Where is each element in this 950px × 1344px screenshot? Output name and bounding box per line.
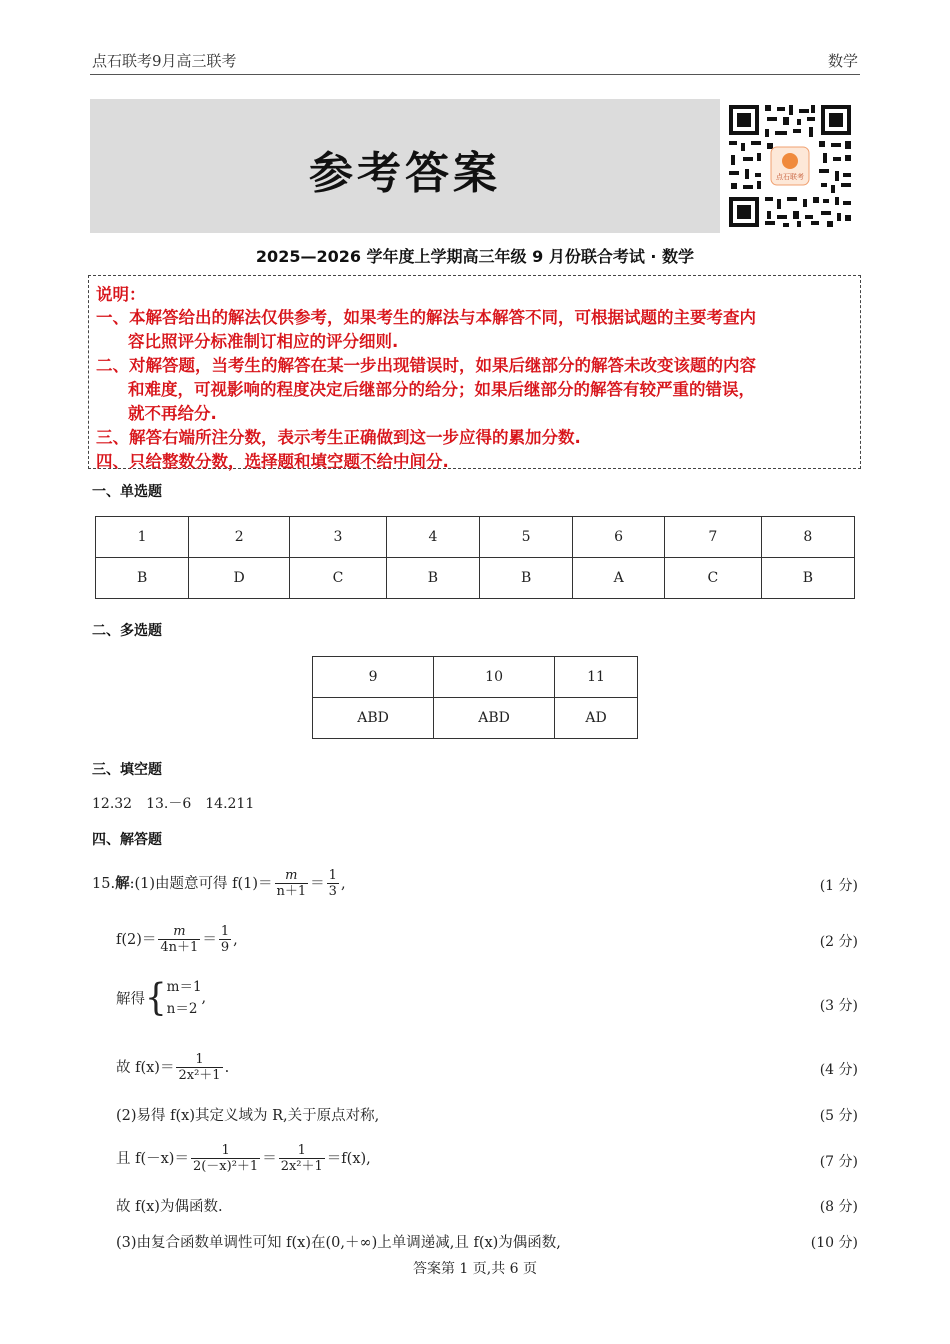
table-cell: AD	[555, 698, 638, 739]
fraction: $\frac{1}{3}$	[328, 868, 337, 899]
text-span: .	[224, 1060, 230, 1076]
text-span: ＝	[262, 1151, 277, 1167]
score-8: (10 分)	[810, 1235, 858, 1251]
table-cell: B	[96, 558, 189, 599]
table-cell: 7	[665, 517, 762, 558]
note-line-2: 二、对解答题，当考生的解答在某一步出现错误时，如果后继部分的解答未改变该题的内容	[96, 356, 756, 375]
table-cell: C	[665, 558, 762, 599]
table-cell: ABD	[434, 698, 555, 739]
section-single-choice: 一、单选题	[92, 484, 162, 500]
solution-line-4	[116, 1052, 229, 1084]
table-cell: 2	[189, 517, 290, 558]
note-line-3: 三、解答右端所注分数，表示考生正确做到这一步应得的累加分数.	[96, 428, 581, 447]
single-choice-table	[95, 516, 855, 599]
solution-line-1	[92, 868, 346, 900]
table-cell: 4	[386, 517, 479, 558]
text-span: ,	[340, 876, 346, 892]
banner-title: 参考答案	[309, 148, 501, 199]
solution-line-3	[116, 976, 206, 1020]
table-cell: 3	[290, 517, 387, 558]
score-5: (5 分)	[819, 1108, 858, 1124]
fraction: $\frac{1}{9}$	[220, 924, 230, 955]
table-cell: C	[290, 558, 387, 599]
score-1: (1 分)	[819, 878, 858, 894]
solution-line-5: (2)易得 f(x)其定义域为 R,关于原点对称,	[116, 1108, 380, 1124]
section-solutions: 四、解答题	[92, 832, 162, 848]
solution-line-2	[116, 924, 238, 956]
table-cell: 6	[573, 517, 665, 558]
score-6: (7 分)	[819, 1154, 858, 1170]
text-span: 解得	[116, 991, 145, 1008]
note-line-2c: 就不再给分.	[128, 404, 217, 423]
table-cell: 8	[761, 517, 854, 558]
header-left-title: 点石联考9月高三联考	[92, 52, 237, 70]
notes-heading: 说明：	[96, 285, 146, 304]
table-cell: D	[189, 558, 290, 599]
text-span: ,	[233, 932, 238, 948]
qr-logo-text: 点石联考	[776, 173, 804, 181]
header-rule	[90, 74, 860, 75]
note-line-1b: 容比照评分标准制订相应的评分细则.	[128, 332, 399, 351]
solution-line-6	[116, 1143, 371, 1175]
text-span: ,	[201, 990, 207, 1006]
fraction: $\frac{1}{\text{2x²＋1}}$	[178, 1052, 221, 1083]
text-span: 故 f(x)＝	[116, 1060, 175, 1076]
score-7: (8 分)	[819, 1199, 858, 1215]
table-cell: B	[761, 558, 854, 599]
table-row	[313, 698, 638, 739]
fraction: $\frac{m}{4n+1}$	[160, 924, 199, 955]
note-line-2b: 和难度，可视影响的程度决定后继部分的给分；如果后继部分的解答有较严重的错误，	[128, 380, 755, 399]
title-banner	[90, 99, 720, 233]
text-span: :(1)由题意可得 f(1)＝	[129, 876, 273, 892]
fraction: $\frac{1}{\text{2x²＋1}}$	[280, 1143, 323, 1174]
note-line-4: 四、只给整数分数，选择题和填空题不给中间分.	[96, 452, 449, 471]
qr-code-icon	[727, 103, 853, 229]
equation-system: m＝1 n＝2	[166, 979, 202, 1017]
section-fill-in: 三、填空题	[92, 762, 162, 778]
brace-icon: {	[145, 976, 167, 1020]
fraction: $\frac{1}{\text{2(－x)²＋1}}$	[192, 1143, 259, 1174]
solution-line-8: (3)由复合函数单调性可知 f(x)在(0,＋∞)上单调递减,且 f(x)为偶函数,	[116, 1235, 561, 1251]
table-row	[313, 657, 638, 698]
table-cell: 10	[434, 657, 555, 698]
problem-number: 15.	[92, 876, 116, 892]
text-span: ＝f(x),	[326, 1151, 371, 1167]
table-cell: A	[573, 558, 665, 599]
page-footer: 答案第 1 页,共 6 页	[412, 1261, 538, 1277]
text-span: f(2)＝	[116, 932, 157, 948]
table-cell: 5	[480, 517, 573, 558]
table-cell: 9	[313, 657, 434, 698]
text-span: ＝	[310, 876, 325, 892]
table-cell: B	[386, 558, 479, 599]
table-cell: B	[480, 558, 573, 599]
multi-choice-table	[312, 656, 638, 739]
score-3: (3 分)	[819, 998, 858, 1014]
score-4: (4 分)	[819, 1062, 858, 1078]
exam-subtitle: 2025—2026 学年度上学期高三年级 9 月份联合考试 · 数学	[255, 247, 695, 266]
fraction: $\frac{m}{n+1}$	[276, 868, 307, 899]
header-subject: 数学	[827, 52, 858, 70]
table-cell: ABD	[313, 698, 434, 739]
note-line-1: 一、本解答给出的解法仅供参考，如果考生的解法与本解答不同，可根据试题的主要考查内	[96, 308, 756, 327]
solution-label: 解	[115, 875, 130, 892]
fill-in-answers: 12.32 13.－6 14.211	[92, 796, 255, 812]
table-cell: 11	[555, 657, 638, 698]
text-span: ＝	[202, 932, 217, 948]
table-cell: 1	[96, 517, 189, 558]
score-2: (2 分)	[819, 934, 858, 950]
solution-line-7: 故 f(x)为偶函数.	[116, 1199, 223, 1215]
table-row	[96, 517, 855, 558]
text-span: 且 f(－x)＝	[116, 1151, 189, 1167]
table-row	[96, 558, 855, 599]
section-multi-choice: 二、多选题	[92, 623, 162, 639]
